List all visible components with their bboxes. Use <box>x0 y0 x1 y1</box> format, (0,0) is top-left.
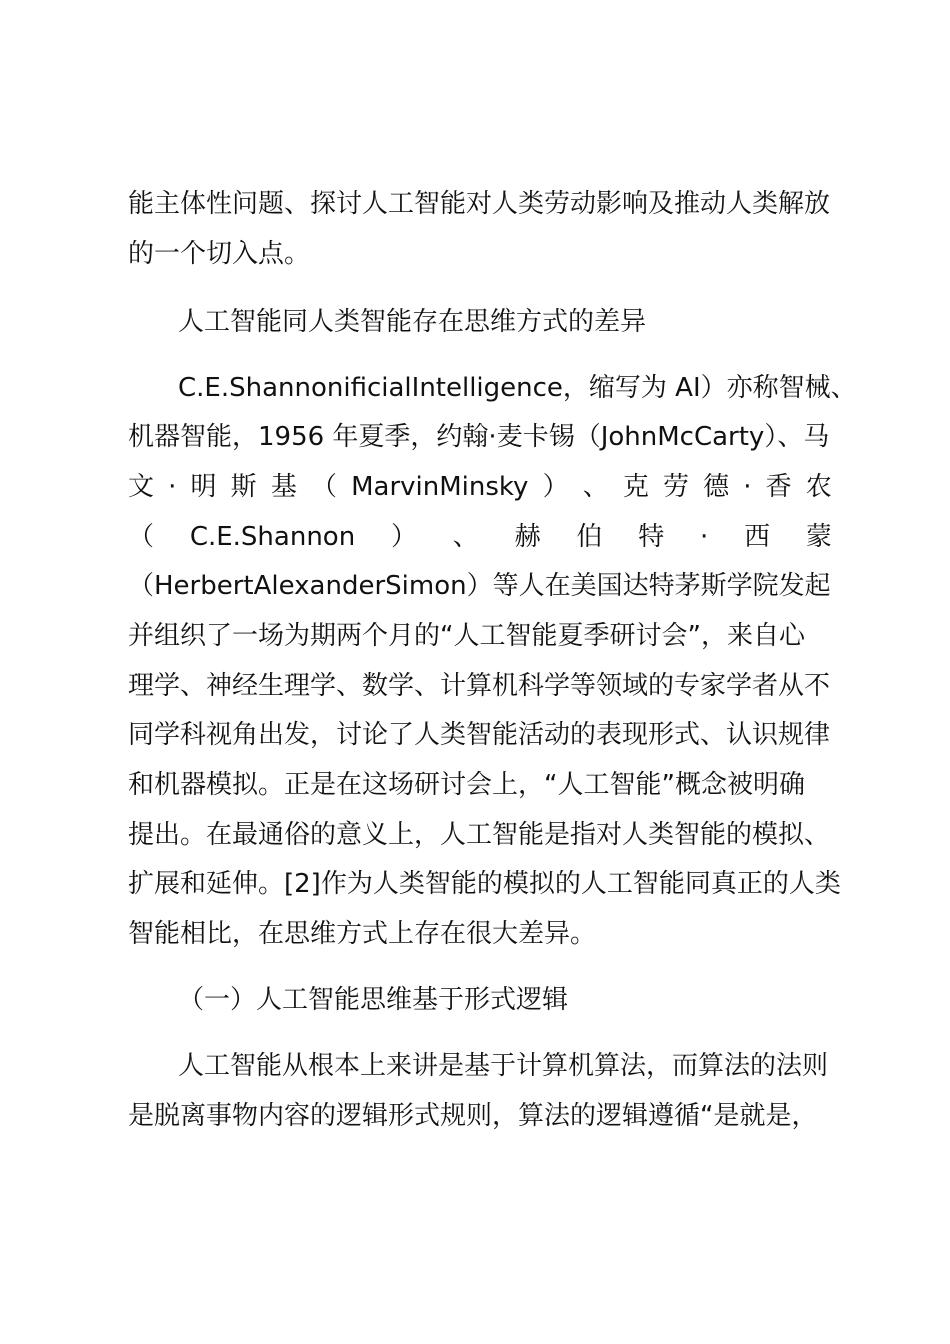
justified-token: 伯 <box>576 522 603 552</box>
paragraph-line: 能主体性问题、探讨人工智能对人类劳动影响及推动人类解放 <box>128 189 831 219</box>
justified-token: ） <box>390 522 417 552</box>
paragraph-line: 智能相比，在思维方式上存在很大差异。 <box>128 919 597 949</box>
paragraph-line: 同学科视角出发，讨论了人类智能活动的表现形式、认识规律 <box>128 720 831 750</box>
justified-token: 农 <box>805 472 832 502</box>
justified-token: C.E.Shannon <box>189 522 356 552</box>
justified-token: 西 <box>744 522 771 552</box>
paragraph-line-justified <box>128 467 832 507</box>
justified-token: · <box>743 472 752 502</box>
justified-token: 特 <box>638 522 665 552</box>
paragraph-line: 是脱离事物内容的逻辑形式规则，算法的逻辑遵循“是就是， <box>128 1101 818 1131</box>
justified-token: · <box>700 522 709 552</box>
paragraph-line-justified <box>128 517 832 557</box>
justified-token: · <box>168 472 177 502</box>
justified-token: MarvinMinsky <box>351 472 529 502</box>
paragraph-line: 理学、神经生理学、数学、计算机科学等领域的专家学者从不 <box>128 671 831 701</box>
paragraph-line: 扩展和延伸。[2]作为人类智能的模拟的人工智能同真正的人类 <box>128 869 841 899</box>
justified-token: 、 <box>582 472 609 502</box>
justified-token: 基 <box>270 472 297 502</box>
paragraph-line: 的一个切入点。 <box>128 239 311 269</box>
justified-token: 德 <box>703 472 730 502</box>
paragraph-line: C.E.ShannonificialIntelligence，缩写为 AI）亦称智械、 <box>178 373 857 403</box>
justified-token: 明 <box>190 472 217 502</box>
justified-token: （ <box>128 522 155 552</box>
justified-token: 香 <box>765 472 792 502</box>
justified-token: ） <box>542 472 569 502</box>
justified-token: 克 <box>622 472 649 502</box>
section-heading: 人工智能同人类智能存在思维方式的差异 <box>178 307 647 337</box>
justified-token: 赫 <box>514 522 541 552</box>
paragraph-line: 提出。在最通俗的意义上，人工智能是指对人类智能的模拟、 <box>128 820 831 850</box>
justified-token: （ <box>310 472 337 502</box>
justified-token: 劳 <box>662 472 689 502</box>
justified-token: 斯 <box>230 472 257 502</box>
paragraph-line: 人工智能从根本上来讲是基于计算机算法，而算法的法则 <box>178 1051 829 1081</box>
justified-token: 、 <box>452 522 479 552</box>
justified-token: 文 <box>128 472 155 502</box>
section-heading: （一）人工智能思维基于形式逻辑 <box>178 985 569 1015</box>
paragraph-line: 机器智能，1956 年夏季，约翰·麦卡锡（JohnMcCarty）、马 <box>128 422 830 452</box>
paragraph-line: 并组织了一场为期两个月的“人工智能夏季研讨会”，来自心 <box>128 621 805 651</box>
paragraph-line: （HerbertAlexanderSimon）等人在美国达特茅斯学院发起 <box>128 571 831 601</box>
justified-token: 蒙 <box>805 522 832 552</box>
paragraph-line: 和机器模拟。正是在这场研讨会上，“人工智能”概念被明确 <box>128 770 805 800</box>
